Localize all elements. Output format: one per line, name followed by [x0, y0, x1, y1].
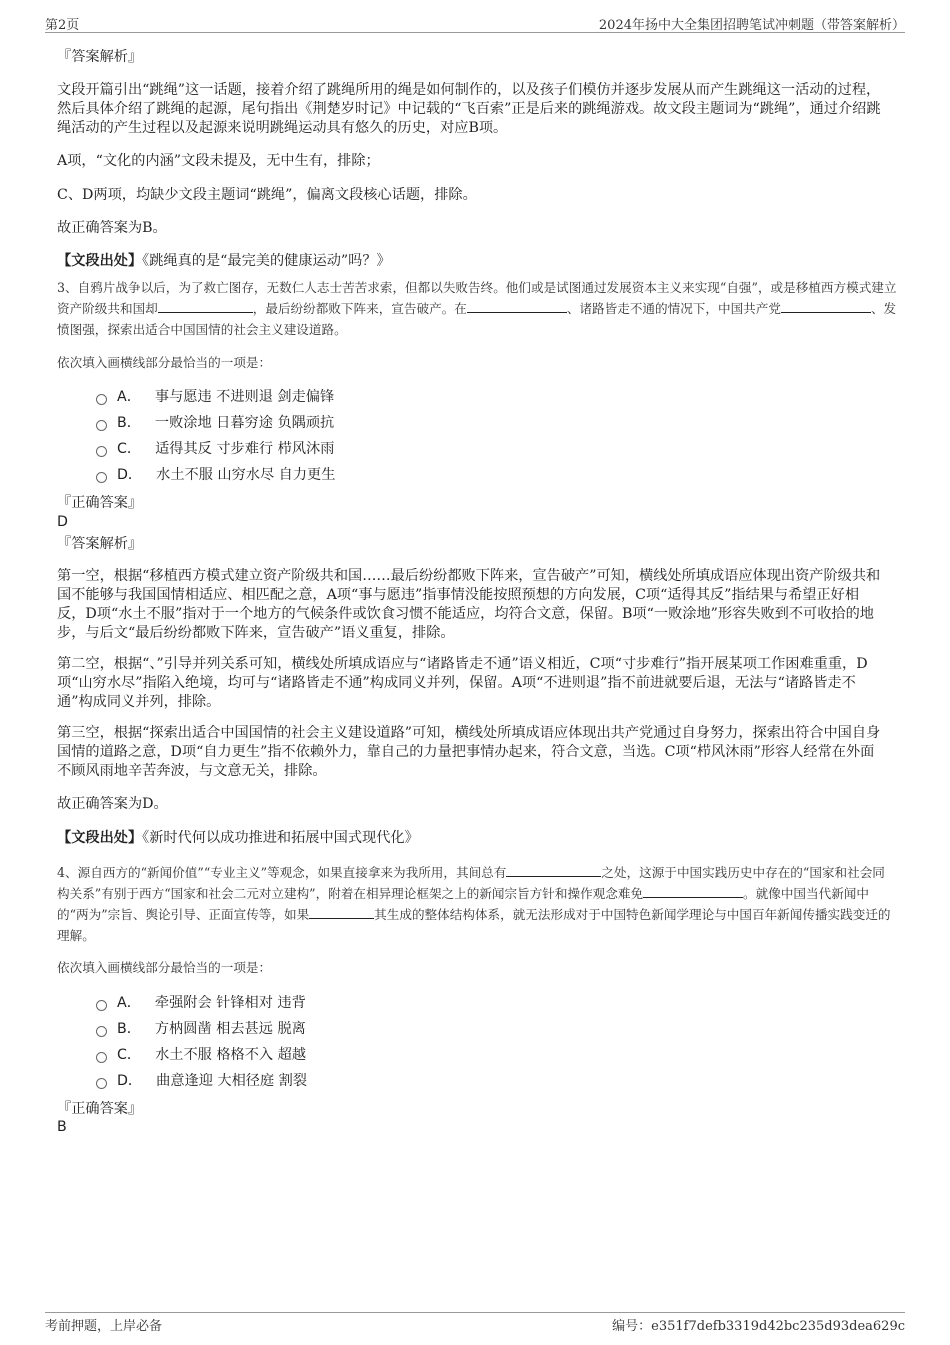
q2-analysis-paragraph-1: 文段开篇引出“跳绳”这一话题，接着介绍了跳绳所用的绳是如何制作的，以及孩子们模仿并逐步发展从而产生跳绳这一活动的过程，然后具体介绍了跳绳的起源，尾句指出《荆楚岁时记》中记载的“飞百索”正是后来的跳绳游戏。故文段主题词为“跳绳”，通过介绍跳绳活动的产生过程以及起源来说明跳绳运动具有悠久的历史，对应B项。 — [57, 82, 881, 136]
q3-analysis-label: 『答案解析』 — [57, 536, 143, 552]
q4-option-d[interactable] — [96, 1072, 307, 1090]
document-title: 2024年扬中大全集团招聘笔试冲刺题（带答案解析） — [598, 18, 905, 33]
q3-prompt: 依次填入画横线部分最恰当的一项是： — [57, 355, 272, 370]
q2-analysis-label: 『答案解析』 — [57, 49, 143, 65]
footer-doc-id: 编号：e351f7defb3319d42bc235d93dea629c — [612, 1319, 905, 1334]
q3-source-text: 《新时代何以成功推进和拓展中国式现代化》 — [142, 830, 419, 846]
q4-stem-part-4: 其生成的整体结构体系，就无法形成对于中国特色新闻学理论与中国百年新闻传播实践变迁的理解。 — [57, 907, 891, 943]
q3-option-c-text: 适得其反 寸步难行 栉风沐雨 — [155, 441, 335, 457]
radio-icon[interactable] — [96, 394, 107, 405]
page-number: 第2页 — [45, 18, 80, 33]
q4-option-b[interactable] — [96, 1020, 306, 1038]
q3-answer: D — [57, 514, 68, 530]
q4-option-c-text: 水土不服 格格不入 超越 — [155, 1047, 307, 1063]
q4-answer-label: 『正确答案』 — [57, 1101, 143, 1117]
q3-option-d-letter: D． — [117, 467, 143, 483]
q3-blank-3 — [781, 300, 871, 313]
q3-option-a-letter: A． — [117, 389, 141, 405]
q4-blank-3 — [309, 906, 374, 919]
q4-option-a-letter: A． — [117, 995, 141, 1011]
q4-stem-part-1: 4、源自西方的“新闻价值”“专业主义”等观念，如果直接拿来为我所用，其间总有 — [57, 865, 507, 880]
q3-option-b-text: 一败涂地 日暮穷途 负隅顽抗 — [154, 415, 335, 431]
q3-analysis-paragraph-1: 第一空，根据“移植西方模式建立资产阶级共和国……最后纷纷都败下阵来，宣告破产”可知，横线处所填成语应体现出资产阶级共和国不能够与我国国情相适应、相匹配之意，A项“事与愿违”指事情没能按照预想的方向发展，C项“适得其反”指结果与希望正好相反，D项“水土不服”指对于一个地方的气候条件或饮食习惯不能适应，均符合文意，保留。B项“一败涂地”形容失败到不可收拾的地步，与后文“最后纷纷都败下阵来，宣告破产”语义重复，排除。 — [57, 568, 881, 641]
radio-icon[interactable] — [96, 420, 107, 431]
q3-stem-part-1: 3、自鸦片战争以后，为了救亡图存，无数仁人志士苦苦求索，但都以失败告终。他们或是试图通过发展资本主义来实现“自强”，或是移植西方模式建立资产阶级共和国却 — [57, 280, 897, 316]
q2-source — [57, 252, 887, 271]
q4-prompt: 依次填入画横线部分最恰当的一项是： — [57, 960, 272, 975]
q2-source-text: 《跳绳真的是“最完美的健康运动”吗？》 — [142, 253, 391, 269]
q4-option-d-letter: D． — [117, 1073, 143, 1089]
q3-stem-part-4: 、发愤图强，探索出适合中国国情的社会主义建设道路。 — [57, 301, 897, 337]
q2-source-label: 【文段出处】 — [57, 253, 143, 269]
footer-slogan: 考前押题，上岸必备 — [45, 1319, 163, 1334]
q3-source-label: 【文段出处】 — [57, 830, 143, 846]
q4-option-c-letter: C． — [117, 1047, 142, 1063]
q3-option-b-letter: B． — [117, 415, 141, 431]
q4-option-c[interactable] — [96, 1046, 306, 1064]
q4-blank-2 — [643, 885, 743, 898]
q3-analysis-paragraph-3: 第三空，根据“探索出适合中国国情的社会主义建设道路”可知，横线处所填成语应体现出共产党通过自身努力，探索出符合中国自身国情的道路之意，D项“自力更生”指不依赖外力，靠自己的力量把事情办起来，符合文意，当选。C项“栉风沐雨”形容人经常在外面不顾风雨地辛苦奔波，与文意无关，排除。 — [57, 725, 881, 779]
q3-stem — [57, 277, 897, 340]
q3-option-a-text: 事与愿违 不进则退 剑走偏锋 — [154, 389, 335, 405]
q3-analysis-paragraph-4: 故正确答案为D。 — [57, 796, 168, 812]
q3-option-d[interactable] — [96, 466, 335, 484]
q3-source — [57, 829, 887, 848]
radio-icon[interactable] — [96, 472, 107, 483]
radio-icon[interactable] — [96, 1026, 107, 1037]
q3-option-b[interactable] — [96, 414, 334, 432]
q3-option-c-letter: C． — [117, 441, 142, 457]
q4-stem — [57, 862, 897, 946]
q3-analysis-paragraph-2: 第二空，根据“、”引导并列关系可知，横线处所填成语应与“诸路皆走不通”语义相近，C项“寸步难行”指开展某项工作困难重重，D项“山穷水尽”指陷入绝境，均可与“诸路皆走不通”构成同义并列，保留。A项“不进则退”指不前进就要后退，无法与“诸路皆走不通”构成同义并列，排除。 — [57, 656, 868, 710]
radio-icon[interactable] — [96, 1052, 107, 1063]
q4-option-b-text: 方枘圆凿 相去甚远 脱离 — [154, 1021, 306, 1037]
q2-analysis-paragraph-3: C、D两项，均缺少文段主题词“跳绳”，偏离文段核心话题，排除。 — [57, 187, 477, 203]
q4-option-a-text: 牵强附会 针锋相对 违背 — [154, 995, 306, 1011]
q4-option-d-text: 曲意逢迎 大相径庭 割裂 — [156, 1073, 308, 1089]
radio-icon[interactable] — [96, 1000, 107, 1011]
q4-option-b-letter: B． — [117, 1021, 141, 1037]
q4-option-a[interactable] — [96, 994, 306, 1012]
q4-stem-part-3: 。就像中国当代新闻中的“两为”宗旨、舆论引导、正面宣传等，如果 — [57, 886, 869, 922]
q4-stem-part-2: 之处，这源于中国实践历史中存在的“国家和社会同构关系”有别于西方“国家和社会二元对立建构”，附着在相异理论框架之上的新闻宗旨方针和操作观念难免 — [57, 865, 885, 901]
q3-option-d-text: 水土不服 山穷水尽 自力更生 — [156, 467, 336, 483]
radio-icon[interactable] — [96, 446, 107, 457]
q3-blank-2 — [467, 300, 567, 313]
q4-answer: B — [57, 1119, 67, 1135]
q2-analysis-paragraph-4: 故正确答案为B。 — [57, 220, 167, 236]
page-footer — [45, 1312, 905, 1335]
q4-blank-1 — [506, 864, 601, 877]
q3-stem-part-2: ，最后纷纷都败下阵来，宣告破产。在 — [252, 301, 467, 316]
q3-blank-1 — [158, 300, 253, 313]
radio-icon[interactable] — [96, 1078, 107, 1089]
q3-stem-part-3: 、诸路皆走不通的情况下，中国共产党 — [566, 301, 781, 316]
q3-option-c[interactable] — [96, 440, 334, 458]
page-header — [45, 14, 905, 33]
q3-option-a[interactable] — [96, 388, 334, 406]
q3-answer-label: 『正确答案』 — [57, 495, 143, 511]
q2-analysis-paragraph-2: A项，“文化的内涵”文段未提及，无中生有，排除； — [57, 153, 380, 169]
